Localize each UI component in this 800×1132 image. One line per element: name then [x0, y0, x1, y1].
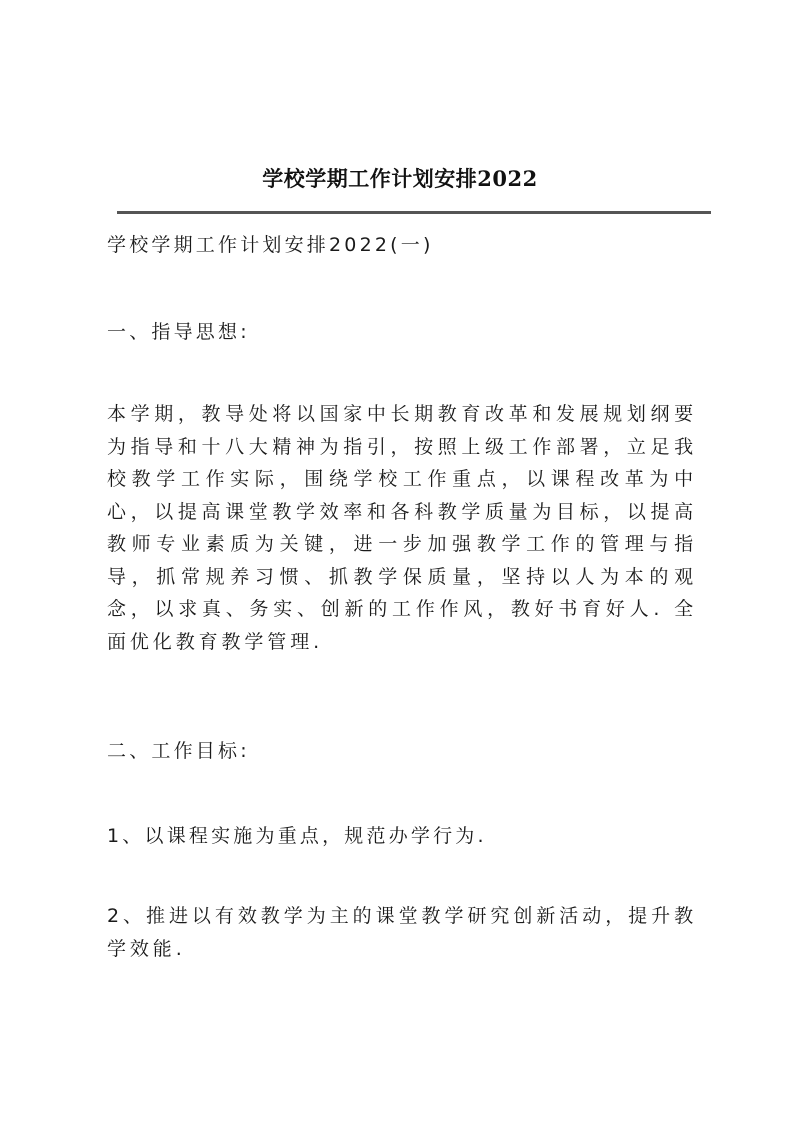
section-body-guiding-ideology: 本学期，教导处将以国家中长期教育改革和发展规划纲要为指导和十八大精神为指引，按照上级工作部署，立足我校教学工作实际，围绕学校工作重点，以课程改革为中心，以提高课堂教学效率和各科教学质量为目标，以提高教师专业素质为关键，进一步加强教学工作的管理与指导，抓常规养习惯、抓教学保质量，坚持以人为本的观念，以求真、务实、创新的工作作风，教好书育好人. 全面优化教育教学管理. [107, 403, 697, 653]
section-heading-work-goals: 二、工作目标: [107, 740, 250, 762]
title-divider [117, 211, 711, 214]
goal-item: 2、推进以有效教学为主的课堂教学研究创新活动，提升教学效能. [107, 905, 697, 960]
section-heading-guiding-ideology: 一、指导思想: [107, 321, 250, 343]
goal-item: 1、以课程实施为重点，规范办学行为. [107, 825, 487, 847]
document-title: 学校学期工作计划安排2022 [262, 166, 538, 191]
document-subtitle: 学校学期工作计划安排2022(一) [107, 234, 434, 256]
